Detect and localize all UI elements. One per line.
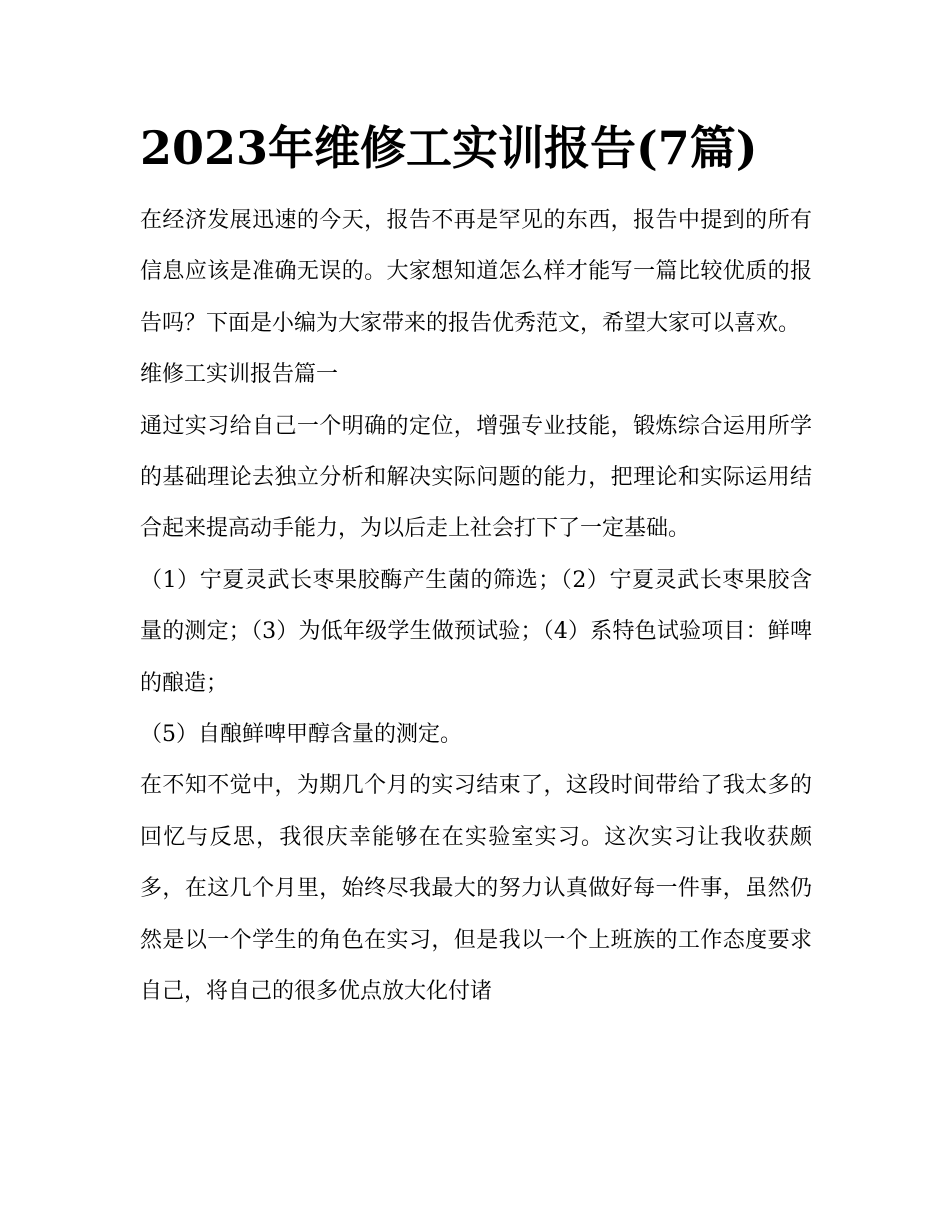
intro-paragraph: 在经济发展迅速的今天，报告不再是罕见的东西，报告中提到的所有信息应该是准确无误的。大家想知道怎么样才能写一篇比较优质的报告吗？下面是小编为大家带来的报告优秀范文，希望大家可以喜欢。 <box>140 208 812 336</box>
document-title: 2023年维修工实训报告(7篇) <box>140 121 758 175</box>
body-paragraph: 在不知不觉中，为期几个月的实习结束了，这段时间带给了我太多的回忆与反思，我很庆幸能够在在实验室实习。这次实习让我收获颇多，在这几个月里，始终尽我最大的努力认真做好每一件事，虽然仍然是以一个学生的角色在实习，但是我以一个上班族的工作态度要求自己，将自己的很多优点放大化付诸 <box>140 773 812 1005</box>
body-paragraph: 通过实习给自己一个明确的定位，增强专业技能，锻炼综合运用所学的基础理论去独立分析和解决实际问题的能力，把理论和实际运用结合起来提高动手能力，为以后走上社会打下了一定基础。 <box>140 413 812 542</box>
body-paragraph: （5）自酿鲜啤甲醇含量的测定。 <box>140 722 462 748</box>
body-paragraph: （1）宁夏灵武长枣果胶酶产生菌的筛选；（2）宁夏灵武长枣果胶含量的测定；（3）为低年级学生做预试验；（4）系特色试验项目：鲜啤的酿造； <box>140 567 812 696</box>
section-heading: 维修工实训报告篇一 <box>140 362 339 388</box>
document-body <box>140 195 812 1018</box>
